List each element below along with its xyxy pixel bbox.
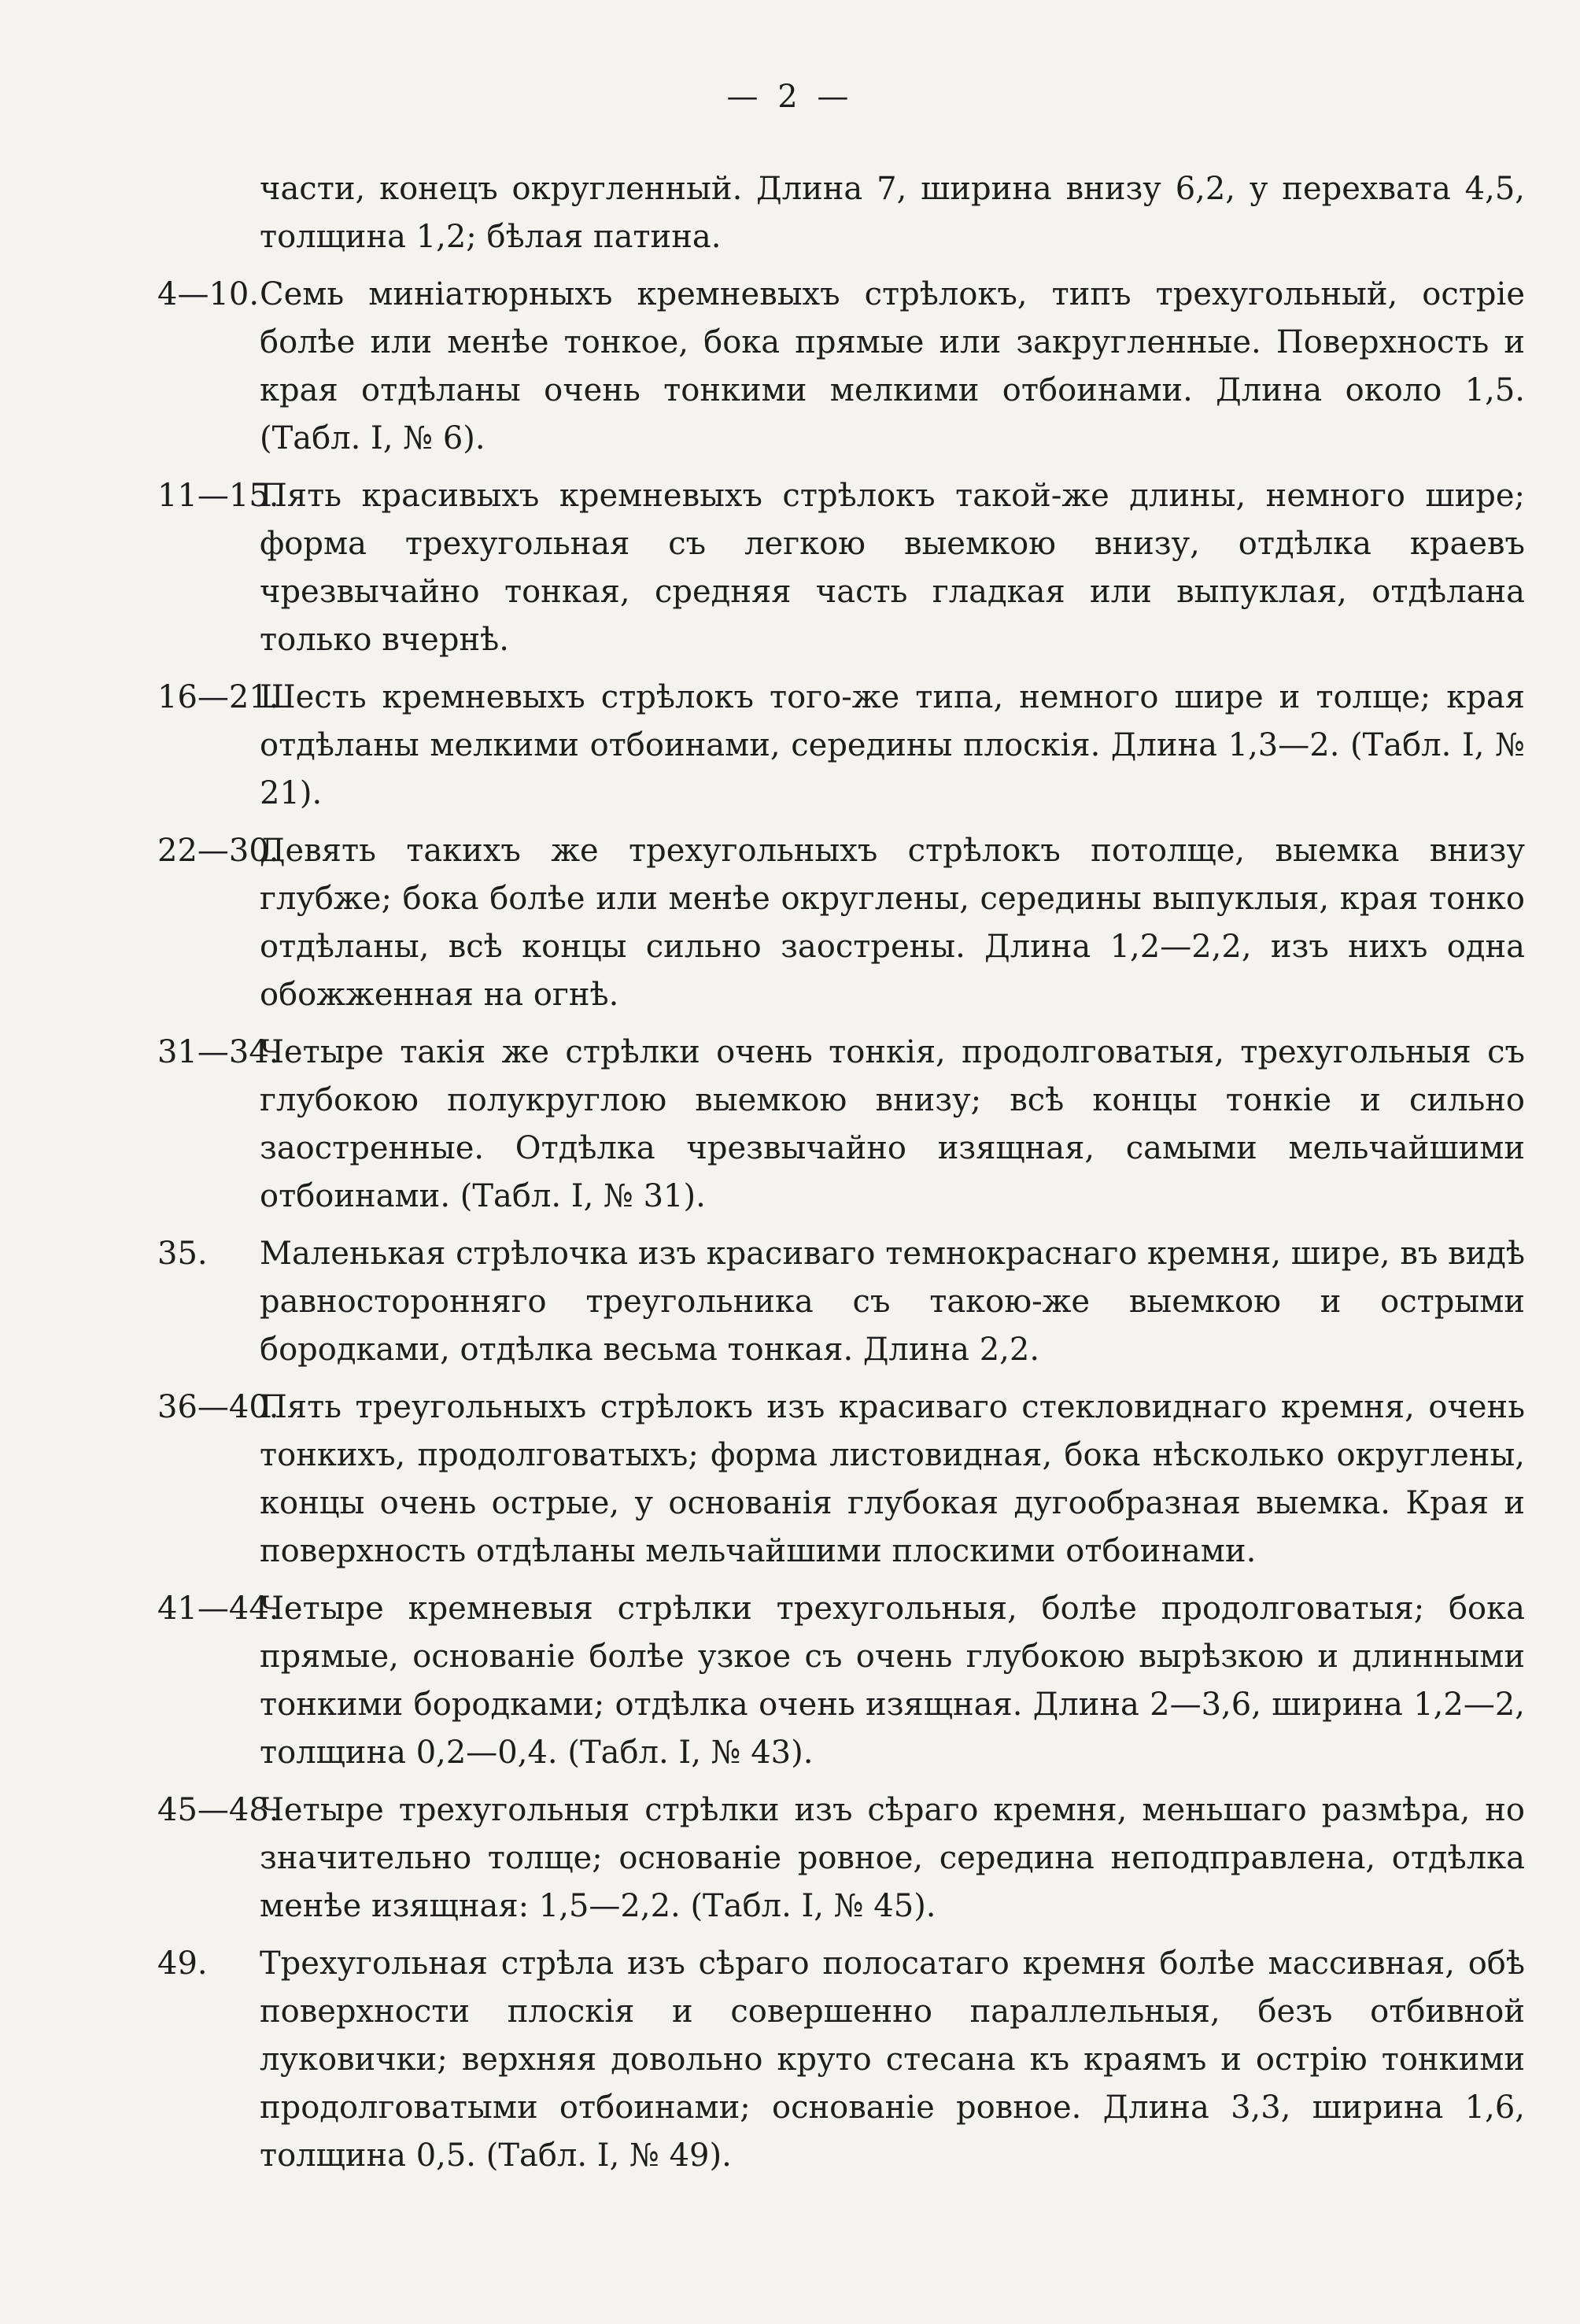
entry-text: Четыре такія же стрѣлки очень тонкія, продолговатыя, трехугольныя съ глубокою полукруглою выемкою внизу; всѣ концы тонкіе и сильно заостренные. Отдѣлка чрезвычайно изящная, самыми мельчайшими отбоинами. (Табл. I, № 31). <box>260 1034 1525 1214</box>
entry-number: 31—34. <box>157 1034 279 1070</box>
catalog-entry <box>157 674 1525 818</box>
entry-text: Пять треугольныхъ стрѣлокъ изъ красиваго стекловиднаго кремня, очень тонкихъ, продолговатыхъ; форма листовидная, бока нѣсколько округлены, концы очень острые, у основанія глубокая дугообразная выемка. Края и поверхность отдѣланы мельчайшими плоскими отбоинами. <box>260 1389 1525 1569</box>
catalog-entry <box>157 1029 1525 1221</box>
entry-number: 35. <box>157 1236 208 1272</box>
catalog-entry <box>157 1384 1525 1576</box>
entry-number: 16—21. <box>157 679 279 715</box>
entry-number: 49. <box>157 1945 208 1982</box>
entry-text: Шесть кремневыхъ стрѣлокъ того-же типа, немного шире и толще; края отдѣланы мелкими отбоинами, середины плоскія. Длина 1,3—2. (Табл. I, № 21). <box>260 679 1525 811</box>
entry-number: 41—44. <box>157 1591 279 1627</box>
continuation-paragraph <box>157 165 1525 261</box>
entry-number: 11—15. <box>157 478 279 514</box>
catalog-entry <box>157 1230 1525 1374</box>
entry-number: 22—30. <box>157 833 279 869</box>
entry-number: 4—10. <box>157 276 260 312</box>
entry-number: 45—48. <box>157 1792 279 1828</box>
catalog-entry <box>157 271 1525 463</box>
catalog-entry <box>157 1786 1525 1931</box>
entry-text: Трехугольная стрѣла изъ сѣраго полосатаго кремня болѣе массивная, обѣ поверхности плоскія и совершенно параллельныя, безъ отбивной луковички; верхняя довольно круто стесана къ краямъ и острію тонкими продолговатыми отбоинами; основаніе ровное. Длина 3,3, ширина 1,6, толщина 0,5. (Табл. I, № 49). <box>260 1945 1525 2174</box>
entry-text: Маленькая стрѣлочка изъ красиваго темнокраснаго кремня, шире, въ видѣ равносторонняго треугольника съ такою-же выемкою и острыми бородками, отдѣлка весьма тонкая. Длина 2,2. <box>260 1236 1525 1368</box>
catalog-entry <box>157 1585 1525 1777</box>
page-number: — 2 — <box>726 79 854 115</box>
entry-text: Четыре кремневыя стрѣлки трехугольныя, болѣе продолговатыя; бока прямые, основаніе болѣе узкое съ очень глубокою вырѣзкою и длинными тонкими бородками; отдѣлка очень изящная. Длина 2—3,6, ширина 1,2—2, толщина 0,2—0,4. (Табл. I, № 43). <box>260 1591 1525 1771</box>
catalog-content <box>157 165 1525 2189</box>
catalog-entry <box>157 472 1525 664</box>
catalog-entry <box>157 1940 1525 2180</box>
entry-text: Девять такихъ же трехугольныхъ стрѣлокъ потолще, выемка внизу глубже; бока болѣе или менѣе округлены, середины выпуклыя, края тонко отдѣланы, всѣ концы сильно заострены. Длина 1,2—2,2, изъ нихъ одна обожженная на огнѣ. <box>260 833 1525 1013</box>
continuation-text: части, конецъ округленный. Длина 7, ширина внизу 6,2, у перехвата 4,5, толщина 1,2; бѣлая патина. <box>260 171 1525 255</box>
entry-number: 36—40. <box>157 1389 279 1425</box>
entry-text: Четыре трехугольныя стрѣлки изъ сѣраго кремня, меньшаго размѣра, но значительно толще; основаніе ровное, середина неподправлена, отдѣлка менѣе изящная: 1,5—2,2. (Табл. I, № 45). <box>260 1792 1525 1924</box>
entry-text: Семь миніатюрныхъ кремневыхъ стрѣлокъ, типъ трехугольный, остріе болѣе или менѣе тонкое, бока прямые или закругленные. Поверхность и края отдѣланы очень тонкими мелкими отбоинами. Длина около 1,5. (Табл. I, № 6). <box>260 276 1525 456</box>
entry-text: Пять красивыхъ кремневыхъ стрѣлокъ такой-же длины, немного шире; форма трехугольная съ легкою выемкою внизу, отдѣлка краевъ чрезвычайно тонкая, средняя часть гладкая или выпуклая, отдѣлана только вчернѣ. <box>260 478 1525 658</box>
catalog-entry <box>157 827 1525 1019</box>
